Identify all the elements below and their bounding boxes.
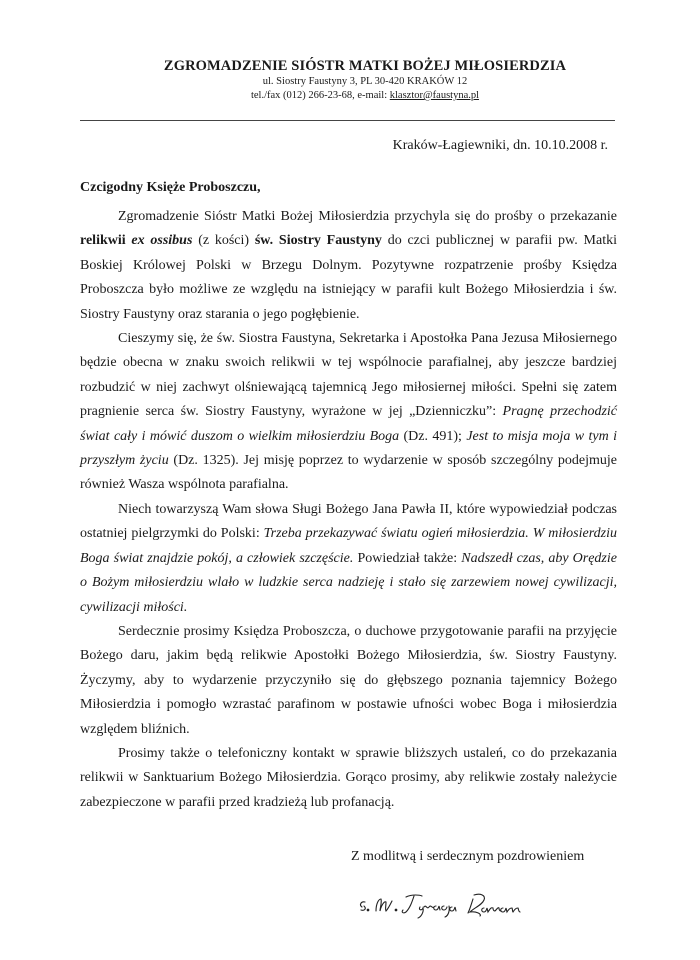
paragraph-1: [80, 205, 617, 327]
p3-text: Niech towarzyszą Wam słowa Sługi Bożego Jana Pawła II, które wypowiedział podczas ostatniej pielgrzymki do Polski:: [80, 501, 617, 542]
letterhead: [0, 58, 700, 103]
p2-quote-1: Pragnę przechodzić świat cały i mówić duszom o wielkim miłosierdziu Boga: [80, 404, 617, 444]
contact-phone: tel./fax (012) 266-23-68, e-mail:: [250, 90, 390, 101]
organization-address: ul. Siostry Faustyny 3, PL 30-420 KRAKÓW 12: [262, 76, 468, 87]
p1-bold: relikwii: [80, 233, 132, 249]
p2-text-3: (Dz. 1325). Jej misję poprzez to wydarzenie w sposób szczególny podejmuje również Wasza wspólnota parafialna.: [80, 453, 617, 493]
email-link[interactable]: klasztor@faustyna.pl: [389, 90, 480, 101]
salutation: Czcigodny Księże Proboszczu,: [80, 180, 261, 195]
paragraph-4: Serdecznie prosimy Księdza Proboszcza, o duchowe przygotowanie parafii na przyjęcie Bożego daru, jakim będą relikwie Apostołki Bożego Miłosierdzia, św. Siostry Faustyny. Życzymy, aby to wydarzenie przyczyniło się do głębszego poznania tajemnicy Bożego Miłosierdzia i pomogło wzrastać parafinom w postawie ufności wobec Boga i miłosierdzia względem bliźnich.: [80, 623, 617, 737]
letter-body: [80, 205, 617, 815]
date-line: Kraków-Łagiewniki, dn. 10.10.2008 r.: [392, 138, 608, 153]
p1-text-3: do czci publicznej w parafii pw. Matki Boskiej Królowej Polski w Brzegu Dolnym. Pozytywne rozpatrzenie prośby Księdza Proboszcza było możliwe ze względu na istniejący w parafii kult Bożego Miłosierdzia i św. Siostry Faustyny oraz starania o jego pogłębienie.: [80, 233, 617, 322]
paragraph-2: [80, 327, 617, 498]
p2-text: Cieszymy się, że św. Siostra Faustyna, Sekretarka i Apostołka Pana Jezusa Miłosiernego będzie obecna w znaku swoich relikwii w tej wspólnocie parafialnej, aby jeszcze bardziej rozbudzić w niej zachwyt olśniewającą tajemnicą Jego miłosiernej miłości. Spełni się zatem pragnienie serca św. Siostry Faustyny, wyrażone w jej „Dzienniczku”:: [80, 331, 617, 420]
p3-quote-1: Trzeba przekazywać światu ogień miłosierdzia. W miłosierdziu Boga świat znajdzie pokój, a człowiek szczęście.: [80, 526, 617, 566]
p2-quote-2: Jest to misja moja w tym i przyszłym życiu: [80, 428, 617, 469]
p2-text-2: (Dz. 491);: [399, 428, 467, 444]
p3-text-2: Powiedział także:: [353, 550, 462, 566]
paragraph-3: [80, 498, 617, 620]
p1-text: Zgromadzenie Sióstr Matki Bożej Miłosierdzia przychyla się do prośby o przekazanie: [118, 209, 617, 224]
p1-text-2: (z kości): [192, 233, 255, 249]
p1-bold-italic: ex ossibus: [131, 233, 193, 249]
paragraph-5: Prosimy także o telefoniczny kontakt w sprawie bliższych ustaleń, co do przekazania relikwii w Sanktuarium Bożego Miłosierdzia. Gorąco prosimy, aby relikwie zostały należycie zabezpieczone w parafii przed kradzieżą lub profanacją.: [80, 745, 617, 810]
p3-quote-2: Nadszedł czas, aby Orędzie o Bożym miłosierdziu wlało w ludzkie serca nadzieję i stało się zarzewiem nowej cywilizacji, cywilizacji miłości.: [80, 550, 617, 615]
organization-contact: [30, 89, 700, 103]
handwritten-signature: [356, 877, 552, 927]
organization-name: ZGROMADZENIE SIÓSTR MATKI BOŻEJ MIŁOSIERDZIA: [163, 58, 567, 74]
header-divider: [80, 120, 615, 121]
p1-bold-2: św. Siostry Faustyny: [254, 233, 382, 249]
closing-line: Z modlitwą i serdecznym pozdrowieniem: [351, 849, 585, 864]
